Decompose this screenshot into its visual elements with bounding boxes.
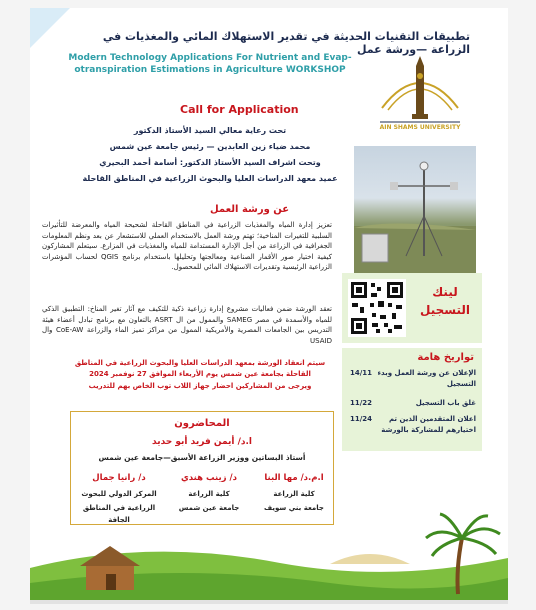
qr-code-icon[interactable] (348, 279, 406, 337)
date-description: غلق باب التسجيل (415, 399, 476, 407)
title-english-line2: otranspiration Estimations in Agriculture WORKSHOP (74, 65, 346, 75)
weather-station-image (354, 146, 476, 276)
ain-shams-logo (372, 48, 468, 138)
title-english-line1: Modern Technology Applications For Nutrient and Evap- (68, 53, 352, 63)
date-description: الإعلان عن ورشة العمل وبدء التسجيل (377, 369, 476, 388)
registration-link-line2[interactable]: التسجيل (420, 303, 470, 317)
date-description: اعلان المتقدمين الذين تم اختيارهم للمشاركة بالورشة (381, 415, 476, 434)
venue-note-line1: سيتم انعقاد الورشة بمعهد الدراسات العليا والبحوث الزراعية في المناطق (74, 359, 326, 367)
venue-note-line2: القاحلة بجامعة عين شمس يوم الأربعاء الموافق 27 نوفمبر 2024 (89, 370, 311, 378)
speaker-affiliation: كلية الزراعة (273, 490, 315, 498)
registration-link-label[interactable] (412, 283, 478, 319)
lead-speaker-title: أستاذ البساتين ووزير الزراعة الأسبق—جامعة عين شمس (98, 453, 306, 462)
patronage-line2: محمد ضياء زين العابدين — رئيس جامعة عين شمس (109, 142, 311, 151)
patronage-line4: عميد معهد الدراسات العليا والبحوث الزراعية في المناطق القاحلة (82, 174, 338, 183)
laptop-note: ويرجى من المشاركين احضار جهاز اللاب توب الخاص بهم للتدريب (88, 382, 312, 390)
patronage-line3: وتحت اشراف السيد الأستاذ الدكتور: أسامة أحمد البحيري (99, 158, 321, 167)
speaker-affiliation: كلية الزراعة (188, 490, 230, 498)
dates-heading: تواريخ هامة (417, 352, 474, 363)
patronage-line1: تحت رعاية معالي السيد الأستاذ الدكتور (133, 126, 287, 135)
lead-speaker-name: ا.د/ أيمن فريد أبو حديد (152, 437, 252, 447)
speakers-heading: المحاضرون (174, 418, 230, 429)
date-value: 11/22 (350, 399, 373, 407)
speaker-affiliation: جامعة بني سويف (264, 504, 324, 512)
logo-caption: AIN SHAMS UNIVERSITY (379, 124, 461, 131)
speaker-affiliation: الزراعية في المناطق الجافة (82, 504, 156, 524)
speaker-affiliation: المركز الدولي للبحوث (81, 490, 157, 498)
landscape-decoration (30, 508, 508, 603)
speaker-affiliation: جامعة عين شمس (178, 504, 240, 512)
about-paragraph-2: تعقد الورشة ضمن فعاليات مشروع إدارة زراعية ذكية للتكيف مع آثار تغير المناخ: التطبيق الذكي للمياه والأسمدة في مصر SAMEG والممول من ال ASRT بالتعاون مع برنامج تبادل أعضاء هيئة التدريس بين الجامعات المصرية والأمريكية الممول من مراكز تميز الماء والزراعة CoE-AW وال USAID (42, 305, 332, 345)
registration-link-line1[interactable]: لينك (432, 285, 458, 299)
date-value: 14/11 (350, 369, 373, 377)
call-for-application: Call for Application (180, 103, 299, 116)
flyer-page (30, 8, 508, 603)
registration-panel (342, 273, 482, 343)
speaker-name: د/ زينب هندي (180, 473, 237, 483)
field-station-photo (354, 146, 476, 276)
speaker-name: ا.م.د/ مها البنا (264, 473, 324, 483)
date-value: 11/24 (350, 415, 373, 423)
about-paragraph-1: تعزيز إدارة المياه والمغذيات الزراعية في المناطق القاحلة لشحيحة المياه والمعرضة للتأثيرات السلبية للتغيرات المناخية؛ تهتم ورشة العمل بالاستخدام العملي للاستشعار عن بعد ونظم المعلومات الجغرافية في الزراعة من أجل الإدارة المستدامة للمياه والمغذيات في المزارع. سيتعلم المشاركون كيفية اختيار صور الأقمار الصناعية ومعالجتها وتحليلها باستخدام برنامج QGIS لحساب المؤشرات الزراعية الرئيسية وتقديرات الاستهلاك المائي للمحصول. (42, 221, 333, 272)
about-heading: عن ورشة العمل (210, 204, 290, 215)
page-shadow (30, 600, 508, 604)
speaker-name: د/ رانيا جمال (92, 473, 146, 483)
title-arabic: تطبيقات التقنيات الحديثة في تقدير الاستهلاك المائي والمغذيات في الزراعة —ورشة عمل (102, 30, 470, 56)
title-english (60, 52, 360, 76)
important-dates-panel (342, 348, 482, 451)
